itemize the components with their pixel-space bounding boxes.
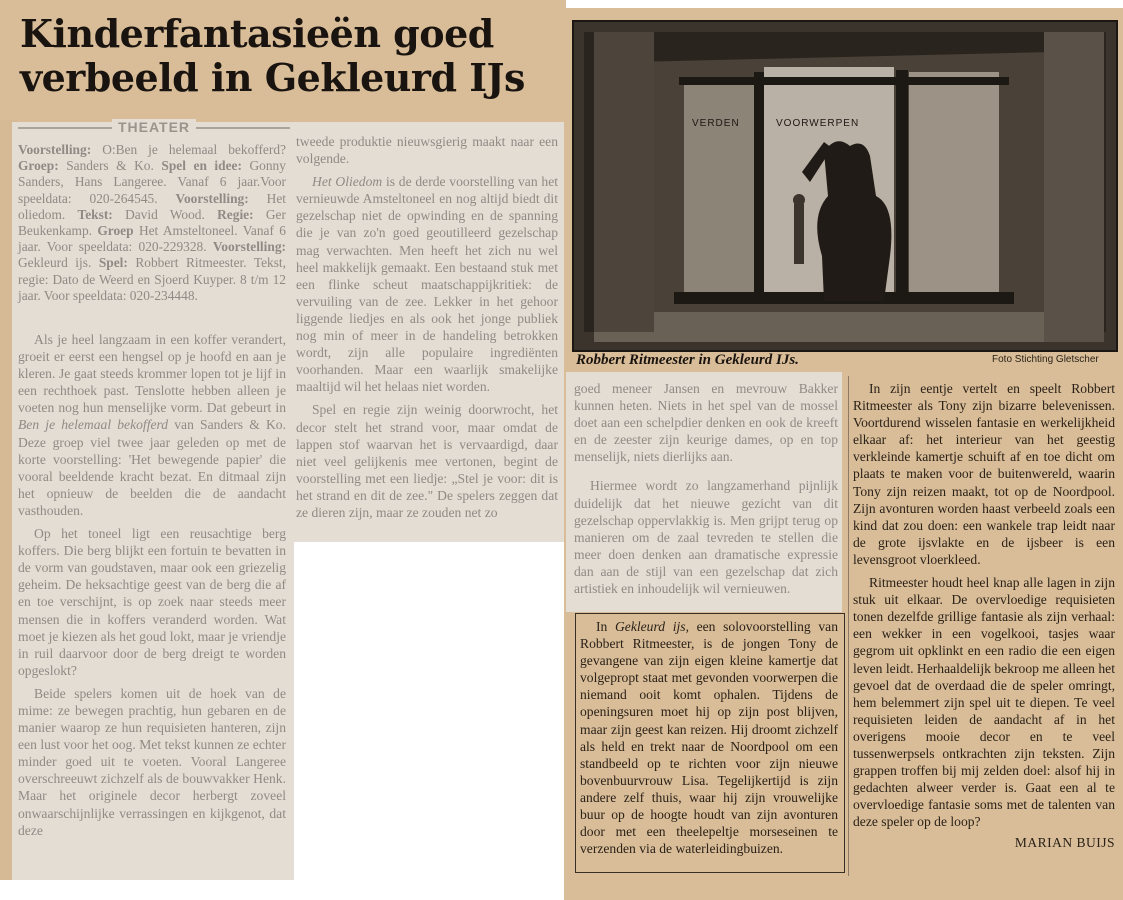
paragraph: Ritmeester houdt heel knap alle lagen in zijn stuk uit elkaar. De overvloedige requisieten tonen dezelfde grillige fantasie als zijn verhaal: een wekker in een vogelkooi, tasjes waar gegrom uit opklinkt en een radio die een eigen leven leidt. Herhaaldelijk bekroop me alleen het gevoel dat de overdaad die de speler omringt, hem belemmert zijn spel uit te diepen. Te veel requisieten leiden de aandacht af in het overigens mooie decor en te veel tussenwerpsels ontkrachten zijn teksten. Zijn grappen troffen bij mij zelden doel: alsof hij in gedachten alweer verder is. Gaat een al te overvloedige fantasie soms met de talenten van deze speler op de loop? (853, 575, 1115, 830)
credit-value: Ger Beukenkamp. (18, 206, 286, 239)
article-column-3-box-text (580, 618, 838, 863)
byline-author: MARIAN BUIJS (1014, 835, 1115, 851)
show-title: Het Oliedom (312, 174, 383, 190)
credit-label: Tekst: (77, 206, 113, 222)
credit-value: Robbert Ritmeester. Tekst, regie: Dato de Weerd en Sjoerd Kuyper. 8 t/m 12 jaar. Voor speeldata: 020-234448. (18, 255, 286, 303)
credit-value: Gekleurd ijs. (18, 255, 92, 271)
credit-label: Spel en idee: (161, 158, 242, 174)
paragraph (296, 173, 558, 395)
text: Als je heel langzaam in een koffer verandert, groeit er eerst een hengsel op je hoofd en aan je kleren. Je gaat steeds krommer lopen tot je lijf in een rechthoek past. Tenslotte hebben alleen je voeten nog hun menselijke vorm. Dat gebeurt in (18, 332, 286, 416)
headline: Kinderfantasieën goed verbeeld in Gekleurd IJs (20, 11, 525, 100)
text: van Sanders & Ko. Deze groep viel twee jaar geleden op met de korte voorstelling: 'Het bewegende papier' die vooral beeldende kracht bezat. En ditmaal zijn het opnieuw de beelden die de aandacht vasthouden. (18, 417, 286, 518)
paragraph (18, 331, 286, 519)
byline (853, 834, 1115, 851)
stage-photo-image (574, 22, 1116, 350)
paragraph: Op het toneel ligt een reusachtige berg koffers. Die berg blijkt een fortuin te bevatten in de vorm van goudstaven, maar ook een griezelig geheim. De heksachtige geest van de berg die af en toe verschijnt, is op zoek naar steeds meer mensen die in koffers veranderd worden. Wat moet je kiezen als het goud lokt, maar je vriendje in ruil daarvoor door de berg dreigt te worden opgeslokt? (18, 526, 287, 678)
credit-label: Regie: (217, 206, 254, 222)
paragraph: tweede produktie nieuwsgierig maakt naar een volgende. (296, 134, 558, 167)
credit-label: Voorstelling: (175, 190, 249, 206)
article-photo (572, 20, 1118, 352)
credit-label: Spel: (98, 255, 128, 271)
article-column-1 (18, 331, 286, 845)
paragraph: Spel en regie zijn weinig doorwrocht, het decor stelt het strand voor, maar omdat de lappen stof waarvan het is vervaardigd, daar niet veel gelijkenis mee vertonen, begint de voorstelling met een liedje: „Stel je voor: dit is het strand en dit de zee." De spelers zeggen dat ze dieren zijn, maar ze zouden net zo (296, 402, 558, 520)
column-rule (848, 376, 849, 876)
credit-value: Sanders & Ko. (66, 158, 154, 174)
photo-sign-left: VERDEN (692, 118, 740, 129)
credit-label: Groep: (18, 158, 59, 174)
section-label: THEATER (112, 119, 196, 135)
text: is de derde voorstelling van het vernieuwde Amsteltoneel en nog altijd biedt dit gezelschap niet de opwinding en de spanning die je van zo'n goed geoutilleerd gezelschap mag verwachten. Men heeft het zich nu wel heel makkelijk gemaakt. Een bestaand stuk met een flinke scheut maatschappijkritiek: de vervuiling van de zee. Lekker in het gehoor liggende liedjes en als ook het jonge publiek nog min of meer in de handeling betrokken wordt, zijn alle populaire ingrediënten voorhanden. Maar een waarlijk smakelijke maaltijd wil het helaas niet worden. (296, 174, 558, 395)
section-kicker (18, 119, 290, 135)
paragraph (580, 618, 838, 857)
photo-sign-middle: VOORWERPEN (776, 118, 860, 129)
article-column-2 (296, 133, 558, 527)
paragraph: goed meneer Jansen en mevrouw Bakker kunnen heten. Niets in het spel van de mossel doet aan een schelpdier denken en ook de kreeft en de zeester zijn keurige dames, op en top menselijk, niets dierlijks aan. (574, 381, 838, 465)
photo-credit: Foto Stichting Gletscher (992, 354, 1099, 365)
article-column-3 (574, 380, 838, 603)
credit-label: Groep (97, 223, 134, 239)
credit-label: Voorstelling: (212, 239, 286, 255)
credit-value: David Wood. (125, 206, 205, 222)
paragraph: Beide spelers komen uit de hoek van de mime: ze bewegen prachtig, hun gebaren en de manier waarop ze hun requisieten hanteren, zijn een lust voor het oog. Met tekst kunnen ze echter minder goed uit te voeten. Vooral Langeree overschreeuwt zichzelf als de bouwvakker Henk. Maar het originele decor herbergt zoveel onwaarschijnlijke verrassingen en kijkgenot, dat deze (18, 685, 286, 838)
credit-value: Het Amsteltoneel. Vanaf 6 jaar. Voor speeldata: 020-229328. (18, 223, 286, 255)
text: , een solovoorstelling van Robbert Ritmeester, is de jongen Tony de gevangene van zijn eigen kleine kamertje dat volgepropt staat met gevonden voorwerpen die niemand ooit komt ophalen. Tijdens de openingsuren moet hij op zijn post blijven, maar zijn geest kan reizen. Hij droomt zichzelf als held en trekt naar de Noordpool om een standbeeld op te richten voor zijn nieuwe bovenbuurvrouw Lisa. Tegelijkertijd is zijn andere zelf thuis, waar hij zijn vrouwelijke buur op de hoogte houdt van zijn avonturen door met een theelepeltje morseseinen te verzenden via de waterleidingbuizen. (580, 619, 838, 857)
production-credits (18, 142, 286, 304)
paragraph: Hiermee wordt zo langzamerhand pijnlijk duidelijk dat het nieuwe gezicht van dit gezelschap oppervlakkig is. Men grijpt terug op manieren om de zaal tevreden te stellen die meer doen denken aan dramatische expressie dan aan de stijl van een gezelschap dat zich artistiek en inhoudelijk wil vernieuwen. (574, 478, 838, 597)
paragraph: In zijn eentje vertelt en speelt Robbert Ritmeester als Tony zijn bizarre belevenissen. Voortdurend wisselen fantasie en werkelijkheid elkaar af: het interieur van het geestig verkleinde kamertje schuift af en toe dicht om plaats te maken voor de buitenwereld, waarin Tony zijn reizen maakt, tot op de Noordpool. Zijn avonturen worden haast verbeeld zoals een kind dat zou doen: een wankele trap leidt naar de grote ijsvlakte en de ijsbeer is een levensgroot vloerkleed. (853, 381, 1115, 567)
show-title: Gekleurd ijs (614, 619, 686, 634)
show-title: Ben je helemaal bekofferd (18, 417, 169, 433)
credit-value: Gonny Sanders, Hans Langeree. Vanaf 6 jaar.Voor speeldata: 020-264545. (18, 158, 286, 206)
credit-value: Het oliedom. (18, 190, 286, 222)
credit-label: Voorstelling: (18, 142, 92, 157)
article-column-4 (853, 380, 1115, 852)
text: In (596, 619, 615, 634)
credit-value: O:Ben je helemaal bekofferd? (102, 142, 286, 157)
photo-caption: Robbert Ritmeester in Gekleurd IJs. (576, 352, 799, 368)
